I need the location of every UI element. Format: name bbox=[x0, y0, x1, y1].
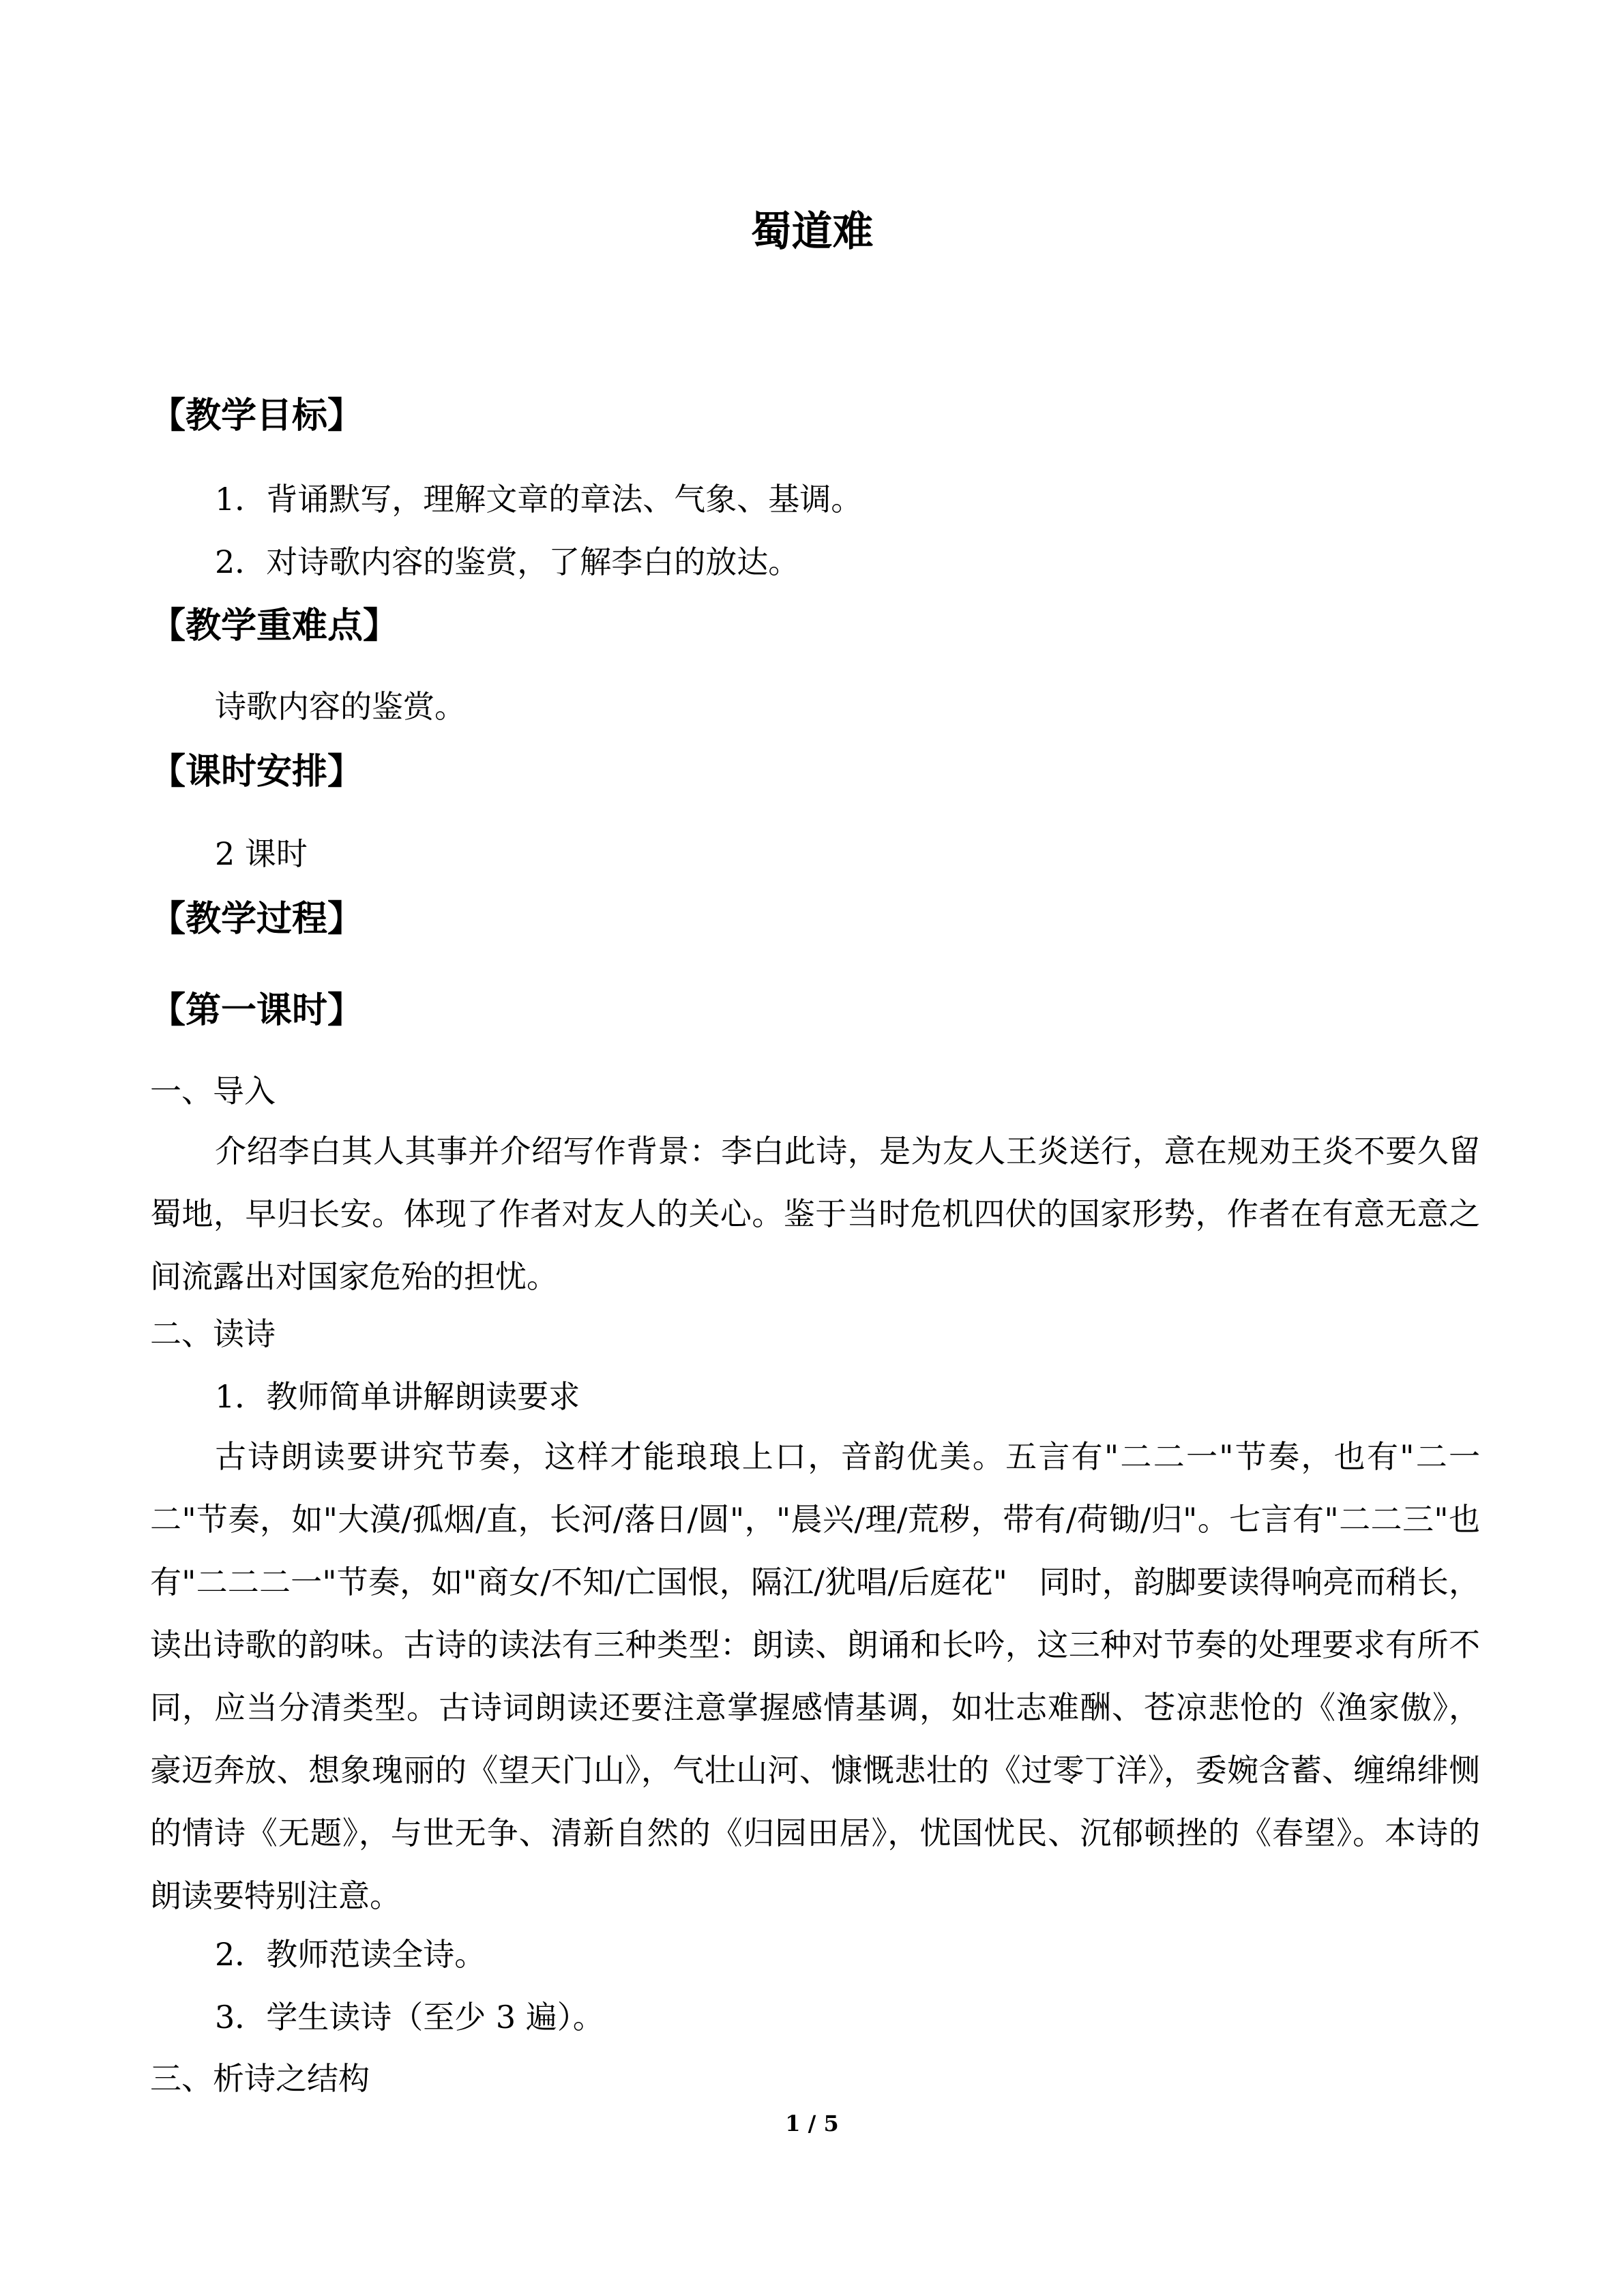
section-structure-heading: 三、析诗之结构 bbox=[150, 2060, 370, 2097]
reading-step-3: 3．学生读诗（至少 3 遍）。 bbox=[215, 1999, 604, 2036]
reading-paragraph: 古诗朗读要讲究节奏，这样才能琅琅上口，音韵优美。五言有"二二一"节奏，也有"二一二"节奏，如"大漠/孤烟/直，长河/落日/圆"，"晨兴/理/荒秽，带有/荷锄/归"。七言有"二二三"也有"二二二一"节奏，如"商女/不知/亡国恨，隔江/犹唱/后庭花" 同时，韵脚要读得响亮而稍长，读出诗歌的韵味。古诗的读法有三种类型：朗读、朗诵和长吟，这三种对节奏的处理要求有所不同，应当分清类型。古诗词朗读还要注意掌握感情基调，如壮志难酬、苍凉悲怆的《渔家傲》，豪迈奔放、想象瑰丽的《望天门山》，气壮山河、慷慨悲壮的《过零丁洋》，委婉含蓄、缠绵绯恻的情诗《无题》，与世无争、清新自然的《归园田居》，忧国忧民、沉郁顿挫的《春望》。本诗的朗读要特别注意。 bbox=[150, 1438, 1480, 1914]
reading-step-1: 1．教师简单讲解朗读要求 bbox=[215, 1378, 580, 1415]
schedule-text: 2 课时 bbox=[215, 835, 308, 872]
section-reading-heading: 二、读诗 bbox=[150, 1315, 276, 1352]
objective-item-2: 2．对诗歌内容的鉴赏，了解李白的放达。 bbox=[215, 543, 800, 580]
heading-objectives: 【教学目标】 bbox=[150, 395, 364, 436]
heading-lesson-1: 【第一课时】 bbox=[150, 989, 364, 1031]
intro-paragraph: 介绍李白其人其事并介绍写作背景：李白此诗，是为友人王炎送行，意在规劝王炎不要久留蜀地，早归长安。体现了作者对友人的关心。鉴于当时危机四伏的国家形势，作者在有意无意之间流露出对国家危殆的担忧。 bbox=[150, 1133, 1480, 1295]
document-title: 蜀道难 bbox=[750, 208, 874, 256]
objective-item-1: 1．背诵默写，理解文章的章法、气象、基调。 bbox=[215, 481, 863, 518]
heading-process: 【教学过程】 bbox=[150, 898, 364, 940]
page-number: 1 / 5 bbox=[785, 2111, 839, 2136]
heading-key-points: 【教学重难点】 bbox=[150, 605, 399, 646]
reading-step-2: 2．教师范读全诗。 bbox=[215, 1936, 486, 1973]
heading-schedule: 【课时安排】 bbox=[150, 751, 364, 792]
key-points-text: 诗歌内容的鉴赏。 bbox=[215, 688, 466, 725]
section-intro-heading: 一、导入 bbox=[150, 1073, 276, 1109]
